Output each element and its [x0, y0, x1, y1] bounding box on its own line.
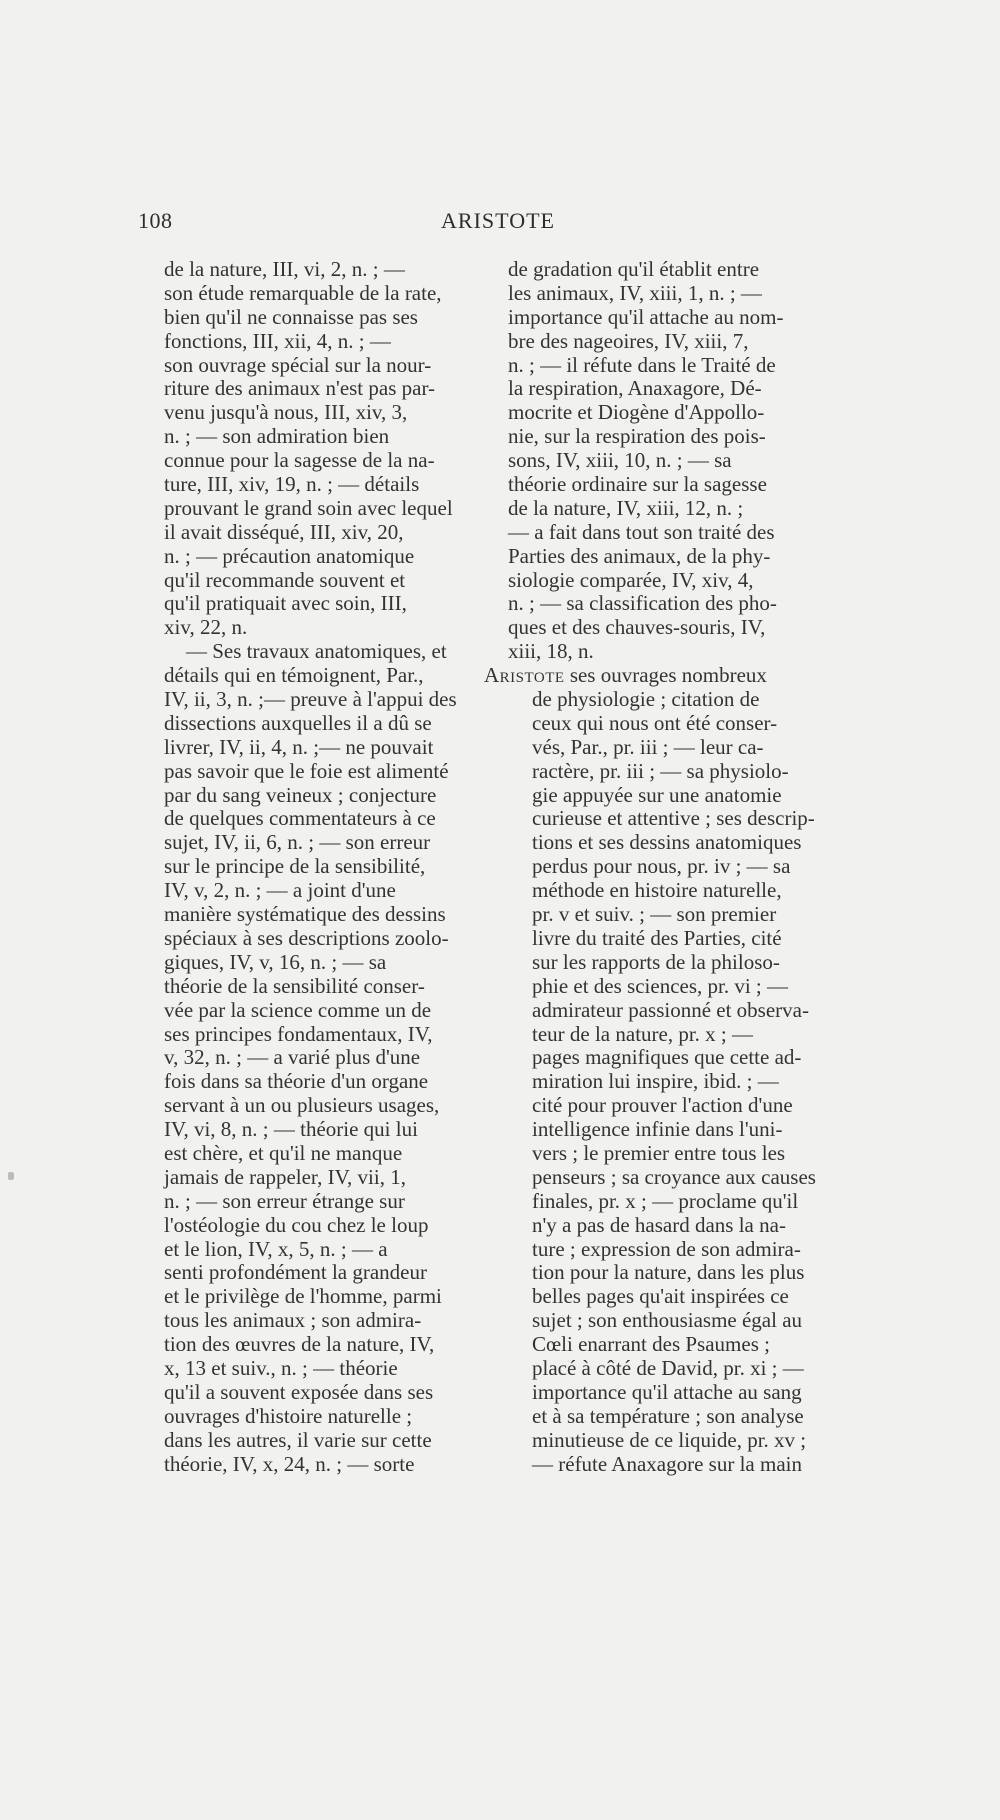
- text-line: ceux qui nous ont été conser-: [532, 710, 778, 735]
- text-line: pas savoir que le foie est alimenté: [164, 758, 449, 783]
- text-line: et à sa température ; son analyse: [532, 1403, 804, 1428]
- text-line: Aristote ses ouvrages nombreux: [484, 663, 767, 688]
- text-line: belles pages qu'ait inspirées ce: [532, 1284, 789, 1309]
- text-line: tion pour la nature, dans les plus: [532, 1260, 805, 1285]
- text-line: Parties des animaux, de la phy-: [508, 543, 771, 568]
- text-line: penseurs ; sa croyance aux causes: [532, 1164, 816, 1189]
- text-line: fois dans sa théorie d'un organe: [164, 1069, 429, 1094]
- page-title: ARISTOTE: [441, 208, 555, 233]
- text-line: sujet, IV, ii, 6, n. ; — son erreur: [164, 830, 431, 855]
- text-line: vée par la science comme un de: [164, 997, 432, 1022]
- text-line: son étude remarquable de la rate,: [164, 280, 442, 305]
- text-line: fonctions, III, xii, 4, n. ; —: [164, 328, 391, 353]
- text-line: x, 13 et suiv., n. ; — théorie: [164, 1355, 398, 1380]
- text-line: ques et des chauves-souris, IV,: [508, 615, 766, 640]
- text-line: IV, ii, 3, n. ;— preuve à l'appui des: [164, 687, 457, 712]
- text-line: prouvant le grand soin avec lequel: [164, 495, 453, 520]
- text-line: et le privilège de l'homme, parmi: [164, 1284, 442, 1309]
- text-line: ses principes fondamentaux, IV,: [164, 1021, 433, 1046]
- text-line: sujet ; son enthousiasme égal au: [532, 1308, 803, 1333]
- text-line: importance qu'il attache au nom-: [508, 304, 784, 329]
- text-line: jamais de rappeler, IV, vii, 1,: [164, 1164, 406, 1189]
- text-line: détails qui en témoignent, Par.,: [164, 663, 424, 688]
- text-line: nie, sur la respiration des pois-: [508, 424, 766, 449]
- text-line: tion des œuvres de la nature, IV,: [164, 1332, 435, 1357]
- text-line: riture des animaux n'est pas par-: [164, 376, 436, 401]
- text-line: est chère, et qu'il ne manque: [164, 1140, 403, 1165]
- text-line: n. ; — son admiration bien: [164, 424, 390, 449]
- text-line: livre du traité des Parties, cité: [532, 925, 782, 950]
- text-line: ractère, pr. iii ; — sa physiolo-: [532, 758, 789, 783]
- text-line: — a fait dans tout son traité des: [508, 519, 775, 544]
- text-line: livrer, IV, ii, 4, n. ;— ne pouvait: [164, 734, 434, 759]
- text-line: perdus pour nous, pr. iv ; — sa: [532, 854, 791, 879]
- text-line: il avait disséqué, III, xiv, 20,: [164, 519, 404, 544]
- text-line: de la nature, IV, xiii, 12, n. ;: [508, 495, 744, 520]
- text-line: spéciaux à ses descriptions zoolo-: [164, 925, 449, 950]
- text-line: bien qu'il ne connaisse pas ses: [164, 304, 418, 329]
- text-line: minutieuse de ce liquide, pr. xv ;: [532, 1427, 807, 1452]
- text-line: giques, IV, v, 16, n. ; — sa: [164, 949, 387, 974]
- text-line: n. ; — il réfute dans le Traité de: [508, 352, 776, 377]
- text-line: senti profondément la grandeur: [164, 1260, 427, 1285]
- text-line: théorie, IV, x, 24, n. ; — sorte: [164, 1451, 415, 1476]
- text-line: n. ; — sa classification des pho-: [508, 591, 777, 616]
- text-line: n'y a pas de hasard dans la na-: [532, 1212, 786, 1237]
- text-line: vés, Par., pr. iii ; — leur ca-: [532, 734, 764, 759]
- text-line: Cœli enarrant des Psaumes ;: [532, 1332, 770, 1357]
- text-line: teur de la nature, pr. x ; —: [532, 1021, 754, 1046]
- text-line: par du sang veineux ; conjecture: [164, 782, 437, 807]
- text-line: tous les animaux ; son admira-: [164, 1308, 422, 1333]
- text-line: les animaux, IV, xiii, 1, n. ; —: [508, 280, 762, 305]
- text-line: sons, IV, xiii, 10, n. ; — sa: [508, 448, 732, 473]
- text-line: méthode en histoire naturelle,: [532, 878, 782, 903]
- text-line: servant à un ou plusieurs usages,: [164, 1093, 440, 1118]
- text-line: placé à côté de David, pr. xi ; —: [532, 1355, 804, 1380]
- text-line: connue pour la sagesse de la na-: [164, 448, 435, 473]
- text-line: siologie comparée, IV, xiv, 4,: [508, 567, 754, 592]
- text-line: — réfute Anaxagore sur la main: [532, 1451, 802, 1476]
- text-line: gie appuyée sur une anatomie: [532, 782, 782, 807]
- text-line: xiv, 22, n.: [164, 615, 248, 640]
- text-line: qu'il a souvent exposée dans ses: [164, 1379, 434, 1404]
- text-line: ture, III, xiv, 19, n. ; — détails: [164, 472, 420, 497]
- text-line: manière systématique des dessins: [164, 902, 446, 927]
- text-line: mocrite et Diogène d'Appollo-: [508, 400, 765, 425]
- running-head: [138, 208, 858, 238]
- text-line: la respiration, Anaxagore, Dé-: [508, 376, 762, 401]
- text-line: — Ses travaux anatomiques, et: [186, 639, 447, 664]
- text-line: miration lui inspire, ibid. ; —: [532, 1069, 779, 1094]
- text-line: importance qu'il attache au sang: [532, 1379, 802, 1404]
- text-line: venu jusqu'à nous, III, xiv, 3,: [164, 400, 408, 425]
- text-line: finales, pr. x ; — proclame qu'il: [532, 1188, 799, 1213]
- text-line: pages magnifiques que cette ad-: [532, 1045, 802, 1070]
- text-line: sur le principe de la sensibilité,: [164, 854, 426, 879]
- text-line: intelligence infinie dans l'uni-: [532, 1117, 783, 1142]
- text-line: sur les rapports de la philoso-: [532, 949, 780, 974]
- page-number: 108: [138, 208, 173, 233]
- text-line: pr. v et suiv. ; — son premier: [532, 902, 777, 927]
- text-line: n. ; — son erreur étrange sur: [164, 1188, 405, 1213]
- text-line: de gradation qu'il établit entre: [508, 257, 760, 281]
- text-line: IV, vi, 8, n. ; — théorie qui lui: [164, 1117, 418, 1142]
- text-line: ouvrages d'histoire naturelle ;: [164, 1403, 413, 1428]
- text-line: cité pour prouver l'action d'une: [532, 1093, 793, 1118]
- text-line: tions et ses dessins anatomiques: [532, 830, 802, 855]
- text-line: xiii, 18, n.: [508, 639, 594, 664]
- text-line: admirateur passionné et observa-: [532, 997, 809, 1022]
- text-line: curieuse et attentive ; ses descrip-: [532, 806, 815, 831]
- text-line: théorie de la sensibilité conser-: [164, 973, 425, 998]
- text-line: l'ostéologie du cou chez le loup: [164, 1212, 429, 1237]
- text-line: de quelques commentateurs à ce: [164, 806, 436, 831]
- text-line: théorie ordinaire sur la sagesse: [508, 472, 767, 497]
- text-line: de la nature, III, vi, 2, n. ; —: [164, 257, 405, 281]
- left-column: [164, 258, 484, 1476]
- text-line: dans les autres, il varie sur cette: [164, 1427, 432, 1452]
- text-line: qu'il pratiquait avec soin, III,: [164, 591, 407, 616]
- paper-speck: [8, 1172, 14, 1180]
- text-line: phie et des sciences, pr. vi ; —: [532, 973, 789, 998]
- text-line: son ouvrage spécial sur la nour-: [164, 352, 432, 377]
- text-line: bre des nageoires, IV, xiii, 7,: [508, 328, 749, 353]
- text-line: IV, v, 2, n. ; — a joint d'une: [164, 878, 396, 903]
- text-line: dissections auxquelles il a dû se: [164, 710, 432, 735]
- text-line: vers ; le premier entre tous les: [532, 1140, 786, 1165]
- text-line: et le lion, IV, x, 5, n. ; — a: [164, 1236, 388, 1261]
- text-line: n. ; — précaution anatomique: [164, 543, 415, 568]
- text-line: de physiologie ; citation de: [532, 687, 760, 712]
- right-column: [484, 257, 854, 1476]
- text-line: qu'il recommande souvent et: [164, 567, 406, 592]
- text-line: v, 32, n. ; — a varié plus d'une: [164, 1045, 421, 1070]
- text-line: ture ; expression de son admira-: [532, 1236, 801, 1261]
- entry-headword: Aristote: [484, 663, 565, 688]
